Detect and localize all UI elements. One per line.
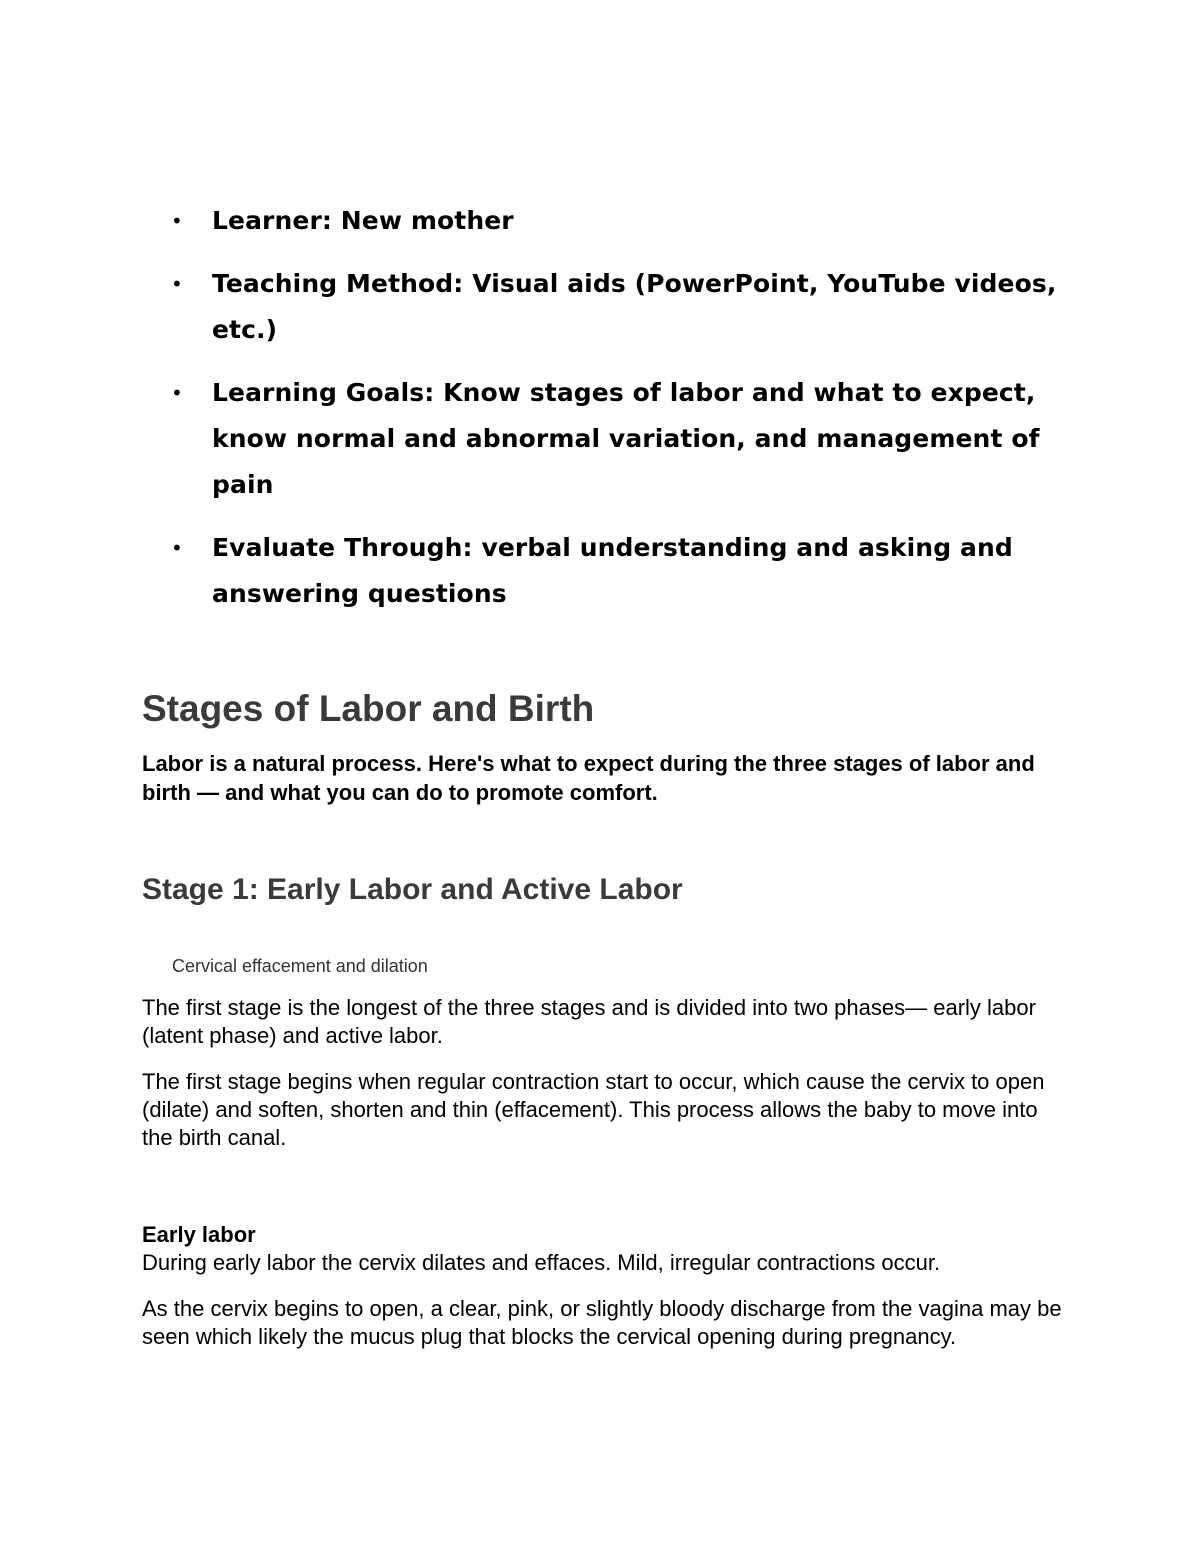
section-title: Stages of Labor and Birth xyxy=(142,688,595,729)
stage-1-paragraph: The first stage begins when regular contraction start to occur, which cause the cervix to open (dilate) and soften, shorten and thin (effacement). This process allows the baby to move into the birth canal. xyxy=(142,1069,1045,1150)
plan-item-teaching-method: Teaching Method: Visual aids (PowerPoint, YouTube videos, etc.) xyxy=(212,269,1057,344)
teaching-plan-list xyxy=(0,198,1200,634)
early-labor-paragraph: As the cervix begins to open, a clear, pink, or slightly bloody discharge from the vagina may be seen which likely the mucus plug that blocks the cervical opening during pregnancy. xyxy=(142,1296,1062,1349)
list-item xyxy=(0,525,1200,617)
stage-1-title: Stage 1: Early Labor and Active Labor xyxy=(142,873,683,906)
list-item xyxy=(0,198,1200,244)
plan-item-evaluate-through: Evaluate Through: verbal understanding and asking and answering questions xyxy=(212,533,1013,608)
plan-item-learner: Learner: New mother xyxy=(212,206,514,235)
early-labor-paragraph: During early labor the cervix dilates and effaces. Mild, irregular contractions occur. xyxy=(142,1250,941,1275)
bullet-icon: • xyxy=(171,536,183,560)
image-caption: Cervical effacement and dilation xyxy=(172,956,428,976)
plan-item-learning-goals: Learning Goals: Know stages of labor and what to expect, know normal and abnormal variation, and management of pain xyxy=(212,378,1040,499)
bullet-icon: • xyxy=(171,381,183,405)
list-item xyxy=(0,261,1200,353)
section-intro: Labor is a natural process. Here's what to expect during the three stages of labor and birth — and what you can do to promote comfort. xyxy=(142,751,1035,805)
early-labor-heading: Early labor xyxy=(142,1222,256,1247)
bullet-icon: • xyxy=(171,272,183,296)
bullet-icon: • xyxy=(171,209,183,233)
stage-1-paragraph: The first stage is the longest of the three stages and is divided into two phases— early labor (latent phase) and active labor. xyxy=(142,995,1036,1048)
list-item xyxy=(0,370,1200,508)
